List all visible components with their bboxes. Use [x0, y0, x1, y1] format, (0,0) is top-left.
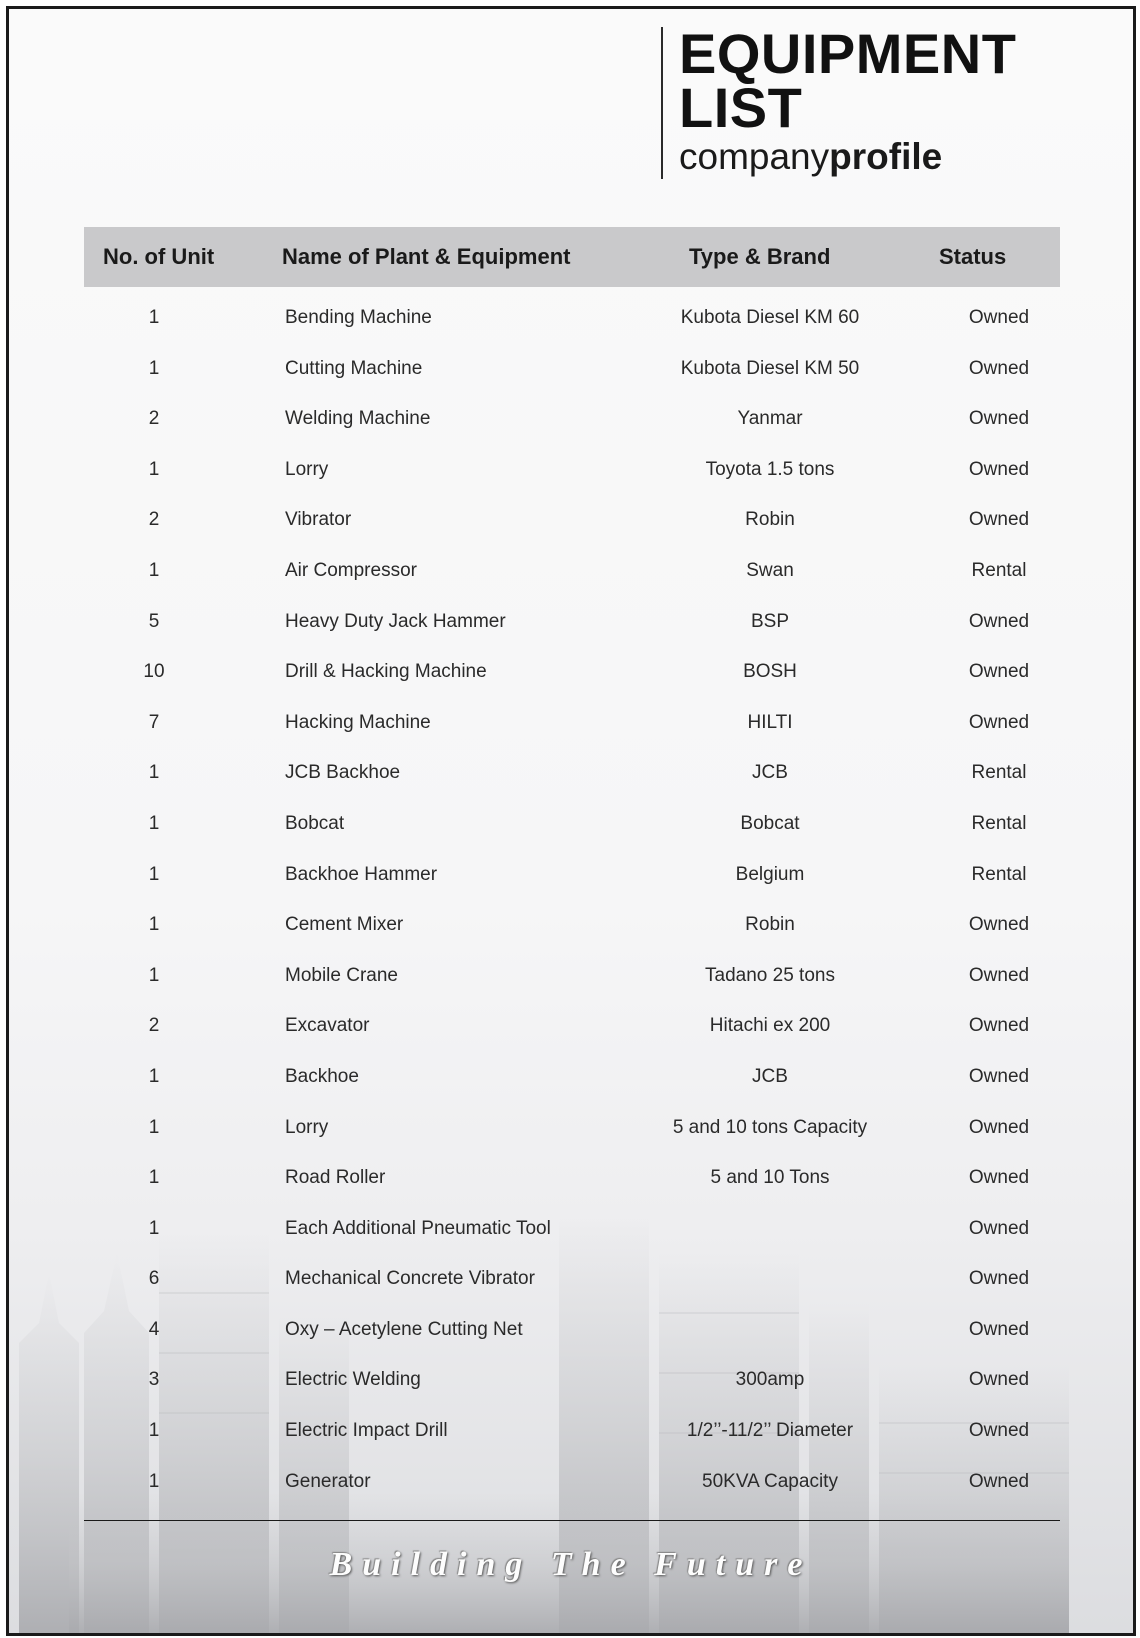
table-row: [84, 354, 1060, 405]
table-row: [84, 1011, 1060, 1062]
name-cell: Air Compressor: [285, 559, 417, 581]
name-cell: Lorry: [285, 458, 329, 480]
status-cell: Owned: [968, 408, 1030, 430]
page-title-line2: LIST: [679, 76, 803, 139]
status-cell: Owned: [968, 711, 1030, 733]
table-row: [84, 1315, 1060, 1366]
table-row: [84, 505, 1060, 556]
unit-cell: 1: [148, 863, 160, 885]
subtitle-bold: profile: [829, 136, 943, 177]
type-cell: JCB: [752, 762, 788, 784]
status-cell: Rental: [971, 559, 1027, 581]
name-cell: JCB Backhoe: [285, 762, 401, 784]
status-cell: Owned: [968, 1167, 1030, 1189]
unit-cell: 1: [148, 559, 160, 581]
table-row: [84, 455, 1060, 506]
table-row: [84, 1264, 1060, 1315]
name-cell: Drill & Hacking Machine: [285, 661, 487, 683]
type-cell: Toyota 1.5 tons: [705, 458, 835, 480]
unit-cell: 1: [148, 307, 160, 328]
type-cell: HILTI: [747, 711, 793, 733]
name-cell: Bending Machine: [285, 307, 432, 328]
status-cell: Owned: [968, 1268, 1030, 1290]
status-cell: Owned: [968, 1065, 1030, 1087]
table-row: [84, 1113, 1060, 1164]
table-row: [84, 1416, 1060, 1467]
type-cell: Robin: [745, 914, 795, 936]
unit-cell: 1: [148, 1217, 160, 1239]
table-row: [84, 303, 1060, 354]
unit-cell: 1: [148, 1470, 160, 1492]
unit-cell: 7: [148, 711, 160, 733]
unit-cell: 2: [148, 1015, 160, 1037]
type-cell: Tadano 25 tons: [705, 964, 835, 986]
title-block: [661, 22, 1017, 179]
status-cell: Owned: [968, 357, 1030, 379]
table-row: [84, 758, 1060, 809]
unit-cell: 1: [148, 458, 160, 480]
unit-cell: 2: [148, 408, 160, 430]
table-row: [84, 657, 1060, 708]
unit-cell: 1: [148, 1420, 160, 1442]
name-cell: Electric Welding: [285, 1369, 421, 1391]
name-cell: Road Roller: [285, 1167, 386, 1189]
type-cell: BOSH: [743, 661, 797, 683]
unit-cell: 6: [148, 1268, 160, 1290]
status-cell: Rental: [971, 762, 1027, 784]
status-cell: Rental: [971, 812, 1027, 834]
table-row: [84, 1365, 1060, 1416]
status-cell: Owned: [968, 1470, 1030, 1492]
name-cell: Mechanical Concrete Vibrator: [285, 1268, 535, 1290]
table-row: [84, 1467, 1060, 1518]
unit-cell: 1: [148, 357, 160, 379]
status-cell: Owned: [968, 1318, 1030, 1340]
table-header: [84, 227, 1060, 287]
table-row: [84, 708, 1060, 759]
type-cell: 5 and 10 Tons: [710, 1167, 830, 1189]
status-cell: Owned: [968, 307, 1030, 328]
type-cell: Bobcat: [740, 812, 800, 834]
table-row: [84, 556, 1060, 607]
column-header-status: Status: [939, 244, 1007, 269]
unit-cell: 1: [148, 914, 160, 936]
equipment-list-page: [6, 6, 1136, 1636]
subtitle-light: company: [679, 136, 830, 177]
name-cell: Hacking Machine: [285, 711, 431, 733]
name-cell: Vibrator: [285, 509, 352, 531]
table-row: [84, 1062, 1060, 1113]
page-subtitle: [679, 137, 1016, 177]
table-row: [84, 404, 1060, 455]
table-row: [84, 910, 1060, 961]
footer-divider: [84, 1520, 1060, 1521]
unit-cell: 2: [148, 509, 160, 531]
name-cell: Cement Mixer: [285, 914, 404, 936]
type-cell: JCB: [752, 1065, 788, 1087]
status-cell: Owned: [968, 1015, 1030, 1037]
type-cell: 5 and 10 tons Capacity: [672, 1116, 868, 1138]
unit-cell: 1: [148, 762, 160, 784]
column-header-name: Name of Plant & Equipment: [282, 244, 571, 269]
type-cell: Robin: [745, 509, 795, 531]
table-row: [84, 1214, 1060, 1265]
type-cell: 1/2’’-11/2’’ Diameter: [686, 1420, 854, 1442]
type-cell: BSP: [750, 610, 790, 632]
page-title-line1: EQUIPMENT: [679, 22, 1017, 85]
type-cell: Belgium: [735, 863, 805, 885]
equipment-table-body: [84, 303, 1060, 1517]
table-row: [84, 860, 1060, 911]
type-cell: Hitachi ex 200: [709, 1015, 831, 1037]
unit-cell: 1: [148, 1116, 160, 1138]
status-cell: Owned: [968, 661, 1030, 683]
table-row: [84, 1163, 1060, 1214]
type-cell: Swan: [746, 559, 794, 581]
unit-cell: 1: [148, 812, 160, 834]
table-row: [84, 607, 1060, 658]
column-header-type: Type & Brand: [689, 244, 831, 269]
table-row: [84, 961, 1060, 1012]
name-cell: Generator: [285, 1470, 371, 1492]
status-cell: Owned: [968, 964, 1030, 986]
name-cell: Heavy Duty Jack Hammer: [285, 610, 506, 632]
unit-cell: 1: [148, 1065, 160, 1087]
footer-tagline: Building The Future: [329, 1546, 813, 1583]
type-cell: Kubota Diesel KM 60: [680, 307, 860, 328]
column-header-unit: No. of Unit: [103, 244, 215, 269]
table-row: [84, 809, 1060, 860]
name-cell: Backhoe Hammer: [285, 863, 438, 885]
status-cell: Owned: [968, 1369, 1030, 1391]
status-cell: Owned: [968, 1217, 1030, 1239]
status-cell: Owned: [968, 610, 1030, 632]
name-cell: Backhoe: [285, 1065, 359, 1087]
unit-cell: 1: [148, 1167, 160, 1189]
name-cell: Welding Machine: [285, 408, 431, 430]
name-cell: Cutting Machine: [285, 357, 423, 379]
status-cell: Owned: [968, 458, 1030, 480]
unit-cell: 5: [148, 610, 160, 632]
type-cell: 300amp: [735, 1369, 805, 1391]
name-cell: Excavator: [285, 1015, 370, 1037]
unit-cell: 3: [148, 1369, 160, 1391]
type-cell: Yanmar: [737, 408, 803, 430]
status-cell: Owned: [968, 509, 1030, 531]
name-cell: Lorry: [285, 1116, 329, 1138]
name-cell: Electric Impact Drill: [285, 1420, 448, 1442]
type-cell: 50KVA Capacity: [702, 1470, 838, 1492]
name-cell: Each Additional Pneumatic Tool: [285, 1217, 551, 1239]
status-cell: Rental: [971, 863, 1027, 885]
unit-cell: 4: [148, 1318, 160, 1340]
name-cell: Oxy – Acetylene Cutting Net: [285, 1318, 523, 1340]
name-cell: Bobcat: [285, 812, 345, 834]
status-cell: Owned: [968, 914, 1030, 936]
unit-cell: 10: [143, 661, 165, 683]
unit-cell: 1: [148, 964, 160, 986]
type-cell: Kubota Diesel KM 50: [680, 357, 860, 379]
name-cell: Mobile Crane: [285, 964, 398, 986]
status-cell: Owned: [968, 1116, 1030, 1138]
status-cell: Owned: [968, 1420, 1030, 1442]
